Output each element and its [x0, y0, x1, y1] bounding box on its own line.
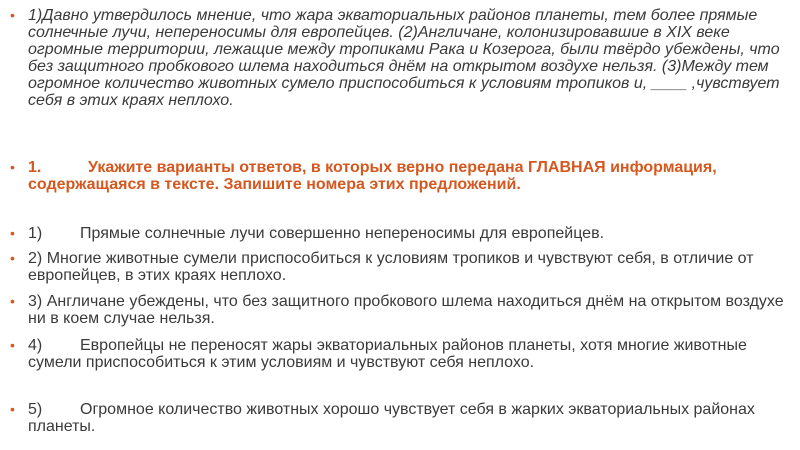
- answer-option-3: [10, 293, 790, 327]
- option-text-wrap: [28, 250, 790, 284]
- bullet: •: [10, 250, 15, 266]
- bullet: •: [10, 293, 15, 309]
- answer-option-5: [10, 401, 790, 435]
- answer-option-2: [10, 250, 790, 284]
- option-text-wrap: [28, 293, 790, 327]
- task-prompt: [28, 159, 790, 193]
- option-text: Огромное количество животных хорошо чувствует себя в жарких экваториальных районах планеты.: [28, 401, 755, 435]
- option-number: 5): [28, 401, 43, 418]
- option-number: 4): [28, 337, 43, 354]
- task-number: 1.: [28, 159, 42, 176]
- bullet: •: [10, 225, 15, 241]
- answer-option-1: [10, 225, 790, 242]
- option-text: Англичане убеждены, что без защитного пробкового шлема находиться днём на открытом воздухе ни в коем случае нельзя.: [28, 293, 784, 327]
- option-number: 2): [28, 250, 43, 267]
- bullet: •: [10, 337, 15, 353]
- bullet: •: [10, 159, 15, 175]
- bullet: •: [10, 7, 15, 23]
- option-text-wrap: [28, 337, 790, 371]
- task-item: [10, 159, 790, 193]
- answer-option-4: [10, 337, 790, 371]
- option-text: Многие животные сумели приспособиться к условиям тропиков и чувствуют себя, в отличие от европейцев, в этих краях неплохо.: [28, 250, 754, 284]
- bullet: •: [10, 401, 15, 417]
- option-number: 1): [28, 225, 43, 242]
- option-text: Европейцы не переносят жары экваториальных районов планеты, хотя многие животные сумели приспособиться к этим условиям и чувствуют себя неплохо.: [28, 337, 747, 371]
- option-number: 3): [28, 293, 43, 310]
- passage-text: 1)Давно утвердилось мнение, что жара экваториальных районов планеты, тем более прямые солнечные лучи, непереносимы для европейцев. (2)Англичане, колонизировавшие в XIX веке огромные территории, лежащие между тропиками Рака и Козерога, были твёрдо убеждены, что без защитного пробкового шлема находиться днём на открытом воздухе нельзя. (3)Между тем огромное количество животных сумело приспособиться к условиям тропиков и, ____ ,чувствует себя в этих краях неплохо.: [28, 7, 780, 109]
- task-text: Укажите варианты ответов, в которых верно передана ГЛАВНАЯ информация, содержащаяся в тексте. Запишите номера этих предложений.: [28, 159, 717, 193]
- option-text: Прямые солнечные лучи совершенно непереносимы для европейцев.: [80, 225, 605, 242]
- option-text-wrap: [28, 401, 790, 435]
- option-text-wrap: [28, 225, 790, 242]
- passage-item: [10, 7, 790, 109]
